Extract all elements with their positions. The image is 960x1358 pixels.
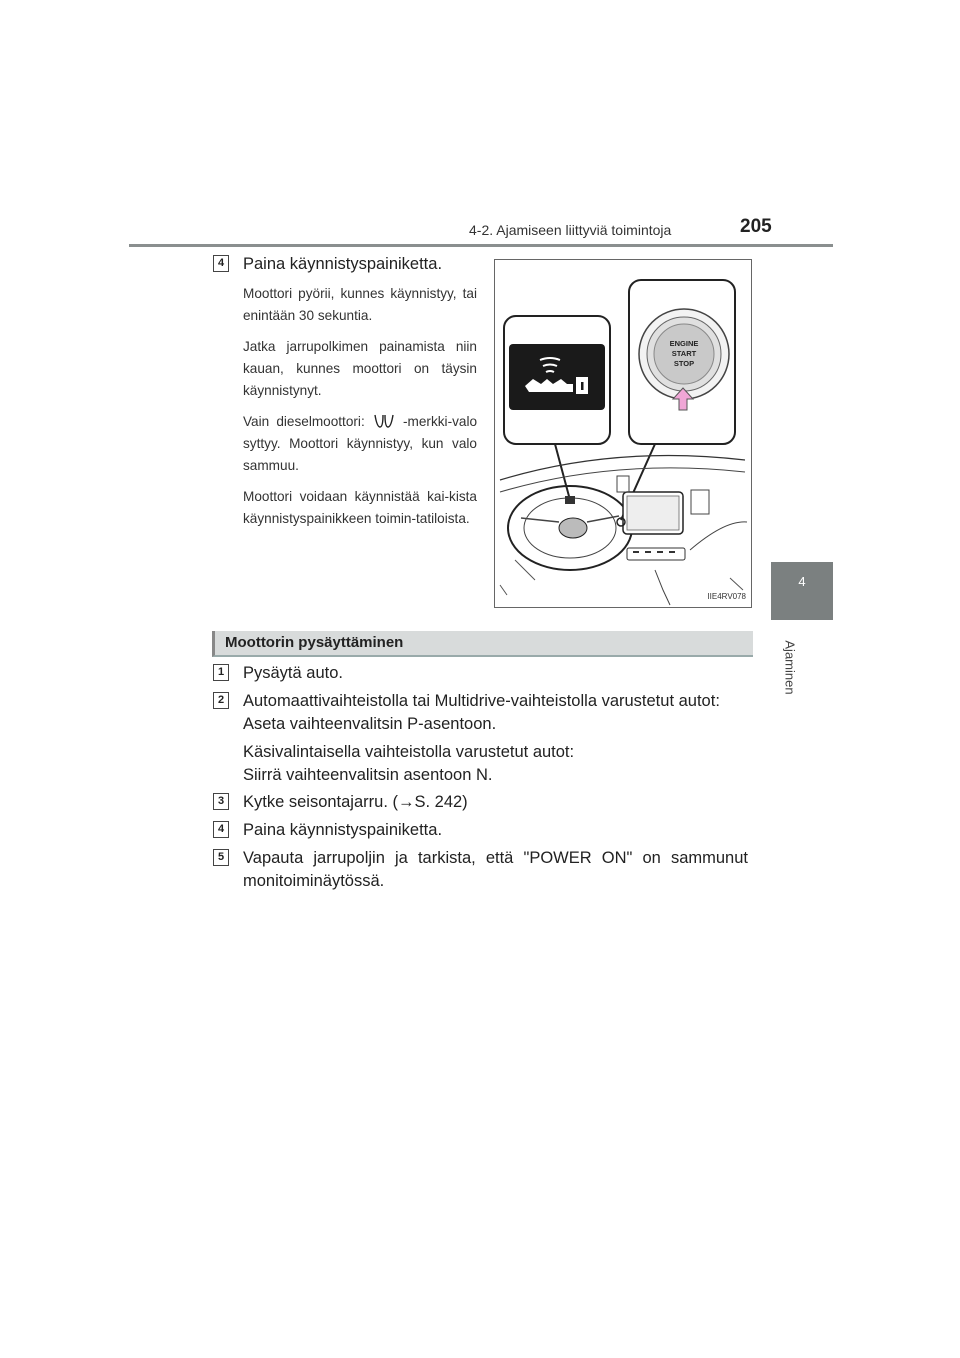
button-line-stop: STOP xyxy=(673,359,695,368)
step-text-line2: monitoiminäytössä. xyxy=(243,872,385,890)
note: Moottori pyörii, kunnes käynnistyy, tai enintään 30 sekuntia. xyxy=(243,286,477,323)
glow-plug-icon xyxy=(372,414,396,428)
step-text-line2: Siirrä vaihteenvalitsin asentoon N. xyxy=(243,766,493,784)
chapter-tab-label: Ajaminen xyxy=(782,640,798,695)
button-line-start: START xyxy=(671,349,697,358)
page-number: 205 xyxy=(740,216,772,237)
chapter-tab-number: 4 xyxy=(798,574,806,589)
step-title: Paina käynnistyspainiketta. xyxy=(243,255,443,273)
step-number-box: 3 xyxy=(213,793,229,810)
step-text: Automaattivaihteistolla tai Multidrive-vaihteistolla varustetut autot: xyxy=(243,692,720,710)
note-diesel: Vain dieselmoottori: -merkki-valo syttyy. Moottori käynnistyy, kun valo sammuu. xyxy=(243,414,478,473)
step-number-box: 1 xyxy=(213,664,229,681)
dashboard-illustration xyxy=(494,259,752,608)
step-number-box: 4 xyxy=(213,255,229,272)
step-text-line2: Aseta vaihteenvalitsin P-asentoon. xyxy=(243,715,497,733)
step-text: Käsivalintaisella vaihteistolla varustetut autot: xyxy=(243,743,575,761)
step-number-box: 5 xyxy=(213,849,229,866)
step-text: Pysäytä auto. xyxy=(243,664,343,682)
button-line-engine: ENGINE xyxy=(669,339,699,348)
section-heading: Moottorin pysäyttäminen xyxy=(212,631,753,657)
step-number-box: 4 xyxy=(213,821,229,838)
figure-code: IIE4RV078 xyxy=(707,592,746,601)
step-notes xyxy=(243,283,477,539)
step-number-box: 2 xyxy=(213,692,229,709)
dashboard-drawing xyxy=(495,260,751,607)
step-text: Kytke seisontajarru. (→S. 242) xyxy=(243,793,468,811)
section-title: 4-2. Ajamiseen liittyviä toimintoja xyxy=(469,222,672,238)
note: Jatka jarrupolkimen painamista niin kauan, kunnes moottori on täysin käynnistynyt. xyxy=(243,339,477,398)
chapter-tab xyxy=(771,562,833,620)
header-rule xyxy=(129,244,833,247)
step-text: Paina käynnistyspainiketta. xyxy=(243,821,443,839)
step-text: Vapauta jarrupoljin ja tarkista, että "POWER ON" on sammunut xyxy=(243,849,748,867)
note: Moottori voidaan käynnistää kai-kista käynnistyspainikkeen toimin-tatiloista. xyxy=(243,489,477,526)
